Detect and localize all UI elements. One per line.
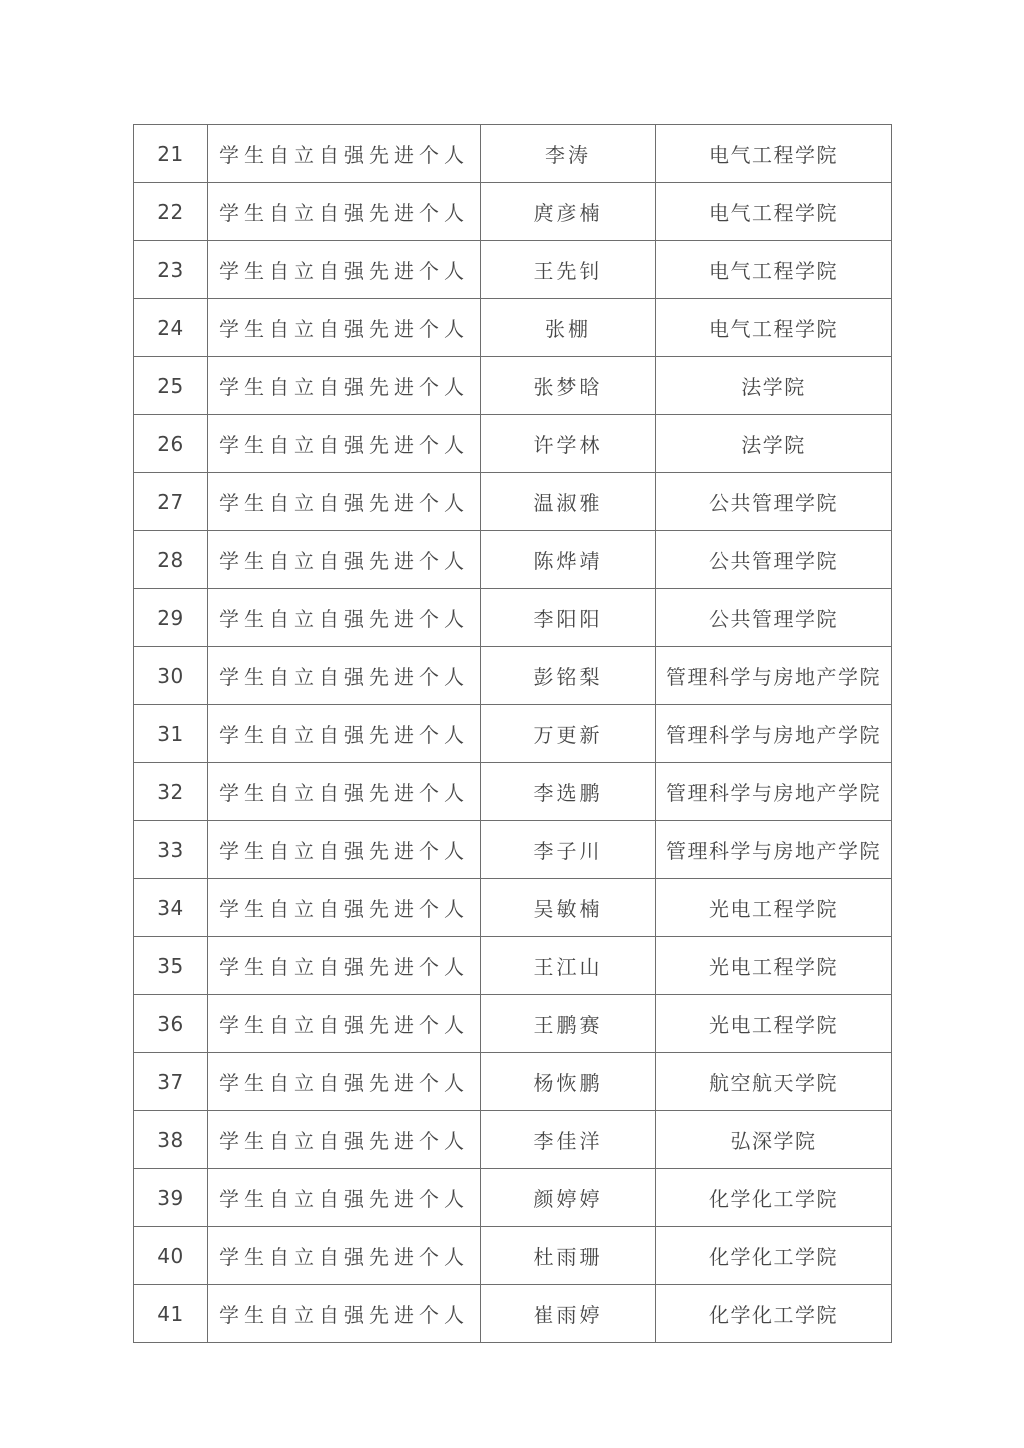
award-cell: 学生自立自强先进个人 xyxy=(208,473,481,531)
college-cell: 航空航天学院 xyxy=(656,1053,892,1111)
award-cell: 学生自立自强先进个人 xyxy=(208,821,481,879)
college-cell: 光电工程学院 xyxy=(656,879,892,937)
table-row xyxy=(134,821,892,879)
table-row xyxy=(134,241,892,299)
row-number-cell: 23 xyxy=(134,241,208,299)
table-row xyxy=(134,1285,892,1343)
row-number-cell: 24 xyxy=(134,299,208,357)
name-cell: 万更新 xyxy=(481,705,656,763)
table-row xyxy=(134,1053,892,1111)
award-cell: 学生自立自强先进个人 xyxy=(208,879,481,937)
name-cell: 崔雨婷 xyxy=(481,1285,656,1343)
table-row xyxy=(134,879,892,937)
college-cell: 电气工程学院 xyxy=(656,183,892,241)
row-number-cell: 22 xyxy=(134,183,208,241)
name-cell: 李涛 xyxy=(481,125,656,183)
row-number-cell: 38 xyxy=(134,1111,208,1169)
name-cell: 李阳阳 xyxy=(481,589,656,647)
table-row xyxy=(134,125,892,183)
row-number-cell: 37 xyxy=(134,1053,208,1111)
row-number-cell: 28 xyxy=(134,531,208,589)
row-number-cell: 39 xyxy=(134,1169,208,1227)
award-cell: 学生自立自强先进个人 xyxy=(208,1169,481,1227)
row-number-cell: 29 xyxy=(134,589,208,647)
table-row xyxy=(134,183,892,241)
name-cell: 李佳洋 xyxy=(481,1111,656,1169)
college-cell: 化学化工学院 xyxy=(656,1169,892,1227)
college-cell: 弘深学院 xyxy=(656,1111,892,1169)
college-cell: 法学院 xyxy=(656,357,892,415)
award-cell: 学生自立自强先进个人 xyxy=(208,299,481,357)
college-cell: 电气工程学院 xyxy=(656,299,892,357)
row-number-cell: 40 xyxy=(134,1227,208,1285)
award-cell: 学生自立自强先进个人 xyxy=(208,705,481,763)
award-cell: 学生自立自强先进个人 xyxy=(208,1053,481,1111)
row-number-cell: 41 xyxy=(134,1285,208,1343)
college-cell: 管理科学与房地产学院 xyxy=(656,647,892,705)
award-cell: 学生自立自强先进个人 xyxy=(208,763,481,821)
row-number-cell: 27 xyxy=(134,473,208,531)
table-row xyxy=(134,937,892,995)
award-cell: 学生自立自强先进个人 xyxy=(208,937,481,995)
table-row xyxy=(134,647,892,705)
table-row xyxy=(134,1111,892,1169)
award-cell: 学生自立自强先进个人 xyxy=(208,995,481,1053)
name-cell: 杜雨珊 xyxy=(481,1227,656,1285)
name-cell: 温淑雅 xyxy=(481,473,656,531)
awards-table xyxy=(133,124,892,1343)
award-cell: 学生自立自强先进个人 xyxy=(208,183,481,241)
college-cell: 化学化工学院 xyxy=(656,1285,892,1343)
awards-table-body xyxy=(134,125,892,1343)
name-cell: 许学林 xyxy=(481,415,656,473)
college-cell: 电气工程学院 xyxy=(656,241,892,299)
row-number-cell: 30 xyxy=(134,647,208,705)
award-cell: 学生自立自强先进个人 xyxy=(208,1227,481,1285)
row-number-cell: 31 xyxy=(134,705,208,763)
name-cell: 李选鹏 xyxy=(481,763,656,821)
name-cell: 陈烨靖 xyxy=(481,531,656,589)
college-cell: 光电工程学院 xyxy=(656,995,892,1053)
table-row xyxy=(134,357,892,415)
award-cell: 学生自立自强先进个人 xyxy=(208,647,481,705)
table-row xyxy=(134,763,892,821)
table-row xyxy=(134,1169,892,1227)
name-cell: 彭铭梨 xyxy=(481,647,656,705)
table-row xyxy=(134,415,892,473)
table-row xyxy=(134,589,892,647)
college-cell: 化学化工学院 xyxy=(656,1227,892,1285)
college-cell: 公共管理学院 xyxy=(656,531,892,589)
table-row xyxy=(134,531,892,589)
college-cell: 光电工程学院 xyxy=(656,937,892,995)
name-cell: 王先钊 xyxy=(481,241,656,299)
award-cell: 学生自立自强先进个人 xyxy=(208,415,481,473)
table-row xyxy=(134,473,892,531)
college-cell: 管理科学与房地产学院 xyxy=(656,763,892,821)
name-cell: 张棚 xyxy=(481,299,656,357)
name-cell: 张梦晗 xyxy=(481,357,656,415)
award-cell: 学生自立自强先进个人 xyxy=(208,241,481,299)
row-number-cell: 35 xyxy=(134,937,208,995)
award-cell: 学生自立自强先进个人 xyxy=(208,589,481,647)
name-cell: 杨恢鹏 xyxy=(481,1053,656,1111)
row-number-cell: 32 xyxy=(134,763,208,821)
table-row xyxy=(134,1227,892,1285)
row-number-cell: 33 xyxy=(134,821,208,879)
row-number-cell: 36 xyxy=(134,995,208,1053)
row-number-cell: 26 xyxy=(134,415,208,473)
college-cell: 公共管理学院 xyxy=(656,589,892,647)
table-row xyxy=(134,995,892,1053)
award-cell: 学生自立自强先进个人 xyxy=(208,1111,481,1169)
row-number-cell: 21 xyxy=(134,125,208,183)
name-cell: 李子川 xyxy=(481,821,656,879)
award-cell: 学生自立自强先进个人 xyxy=(208,357,481,415)
row-number-cell: 34 xyxy=(134,879,208,937)
college-cell: 法学院 xyxy=(656,415,892,473)
table-row xyxy=(134,705,892,763)
name-cell: 颜婷婷 xyxy=(481,1169,656,1227)
college-cell: 电气工程学院 xyxy=(656,125,892,183)
table-row xyxy=(134,299,892,357)
award-cell: 学生自立自强先进个人 xyxy=(208,1285,481,1343)
college-cell: 公共管理学院 xyxy=(656,473,892,531)
award-cell: 学生自立自强先进个人 xyxy=(208,531,481,589)
name-cell: 王鹏赛 xyxy=(481,995,656,1053)
name-cell: 王江山 xyxy=(481,937,656,995)
row-number-cell: 25 xyxy=(134,357,208,415)
name-cell: 吴敏楠 xyxy=(481,879,656,937)
award-cell: 学生自立自强先进个人 xyxy=(208,125,481,183)
college-cell: 管理科学与房地产学院 xyxy=(656,821,892,879)
college-cell: 管理科学与房地产学院 xyxy=(656,705,892,763)
name-cell: 庹彦楠 xyxy=(481,183,656,241)
